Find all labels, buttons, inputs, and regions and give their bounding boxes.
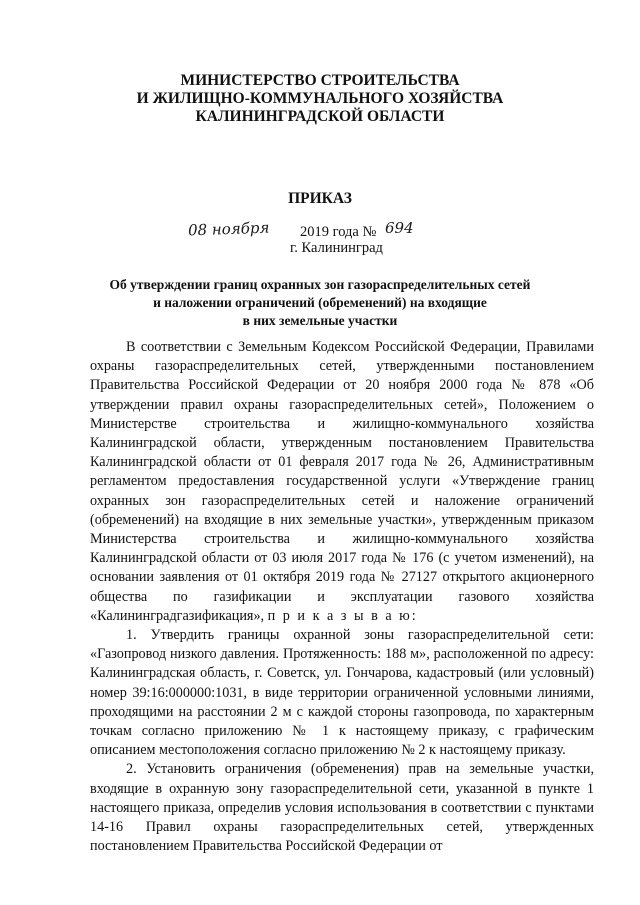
clause-1-paragraph: 1. Утвердить границы охранной зоны газораспределительной сети: «Газопровод низкого давления. Протяженность: 188 м», расположенной по адресу: Калининградская область, г. Советск, ул. Гончарова, кадастровый (или условный) номер 39:16:000000:1031, в виде территории ограниченной условными линиями, проходящими на расстоянии 2 м с каждой стороны газопровода, по характерным точкам согласно приложению № 1 к настоящему приказу, с графическим описанием местоположения согласно приложению № 2 к настоящему приказу. bbox=[90, 627, 594, 759]
ministry-header bbox=[0, 72, 640, 126]
city: г. Калининград bbox=[290, 240, 383, 256]
preamble-paragraph bbox=[90, 338, 594, 626]
ministry-line-2: И ЖИЛИЩНО-КОММУНАЛЬНОГО ХОЗЯЙСТВА bbox=[136, 90, 504, 107]
subject-line-2: и наложении ограничений (обременений) на входящие bbox=[153, 295, 487, 310]
clause-2-paragraph: 2. Установить ограничения (обременения) прав на земельные участки, входящие в охранную зону газораспределительной сети, указанной в пункте 1 настоящего приказа, определив условия использования в соответствии с пунктами 14-16 Правил охраны газораспределительных сетей, утвержденных постановлением Правительства Российской Федерации от bbox=[90, 761, 594, 855]
document-type: ПРИКАЗ bbox=[288, 190, 352, 207]
subject-line-3: в них земельные участки bbox=[242, 313, 398, 328]
ministry-line-3: КАЛИНИНГРАДСКОЙ ОБЛАСТИ bbox=[195, 108, 445, 125]
order-subject bbox=[90, 276, 550, 330]
order-word: п р и к а з ы в а ю: bbox=[267, 607, 418, 624]
order-body bbox=[90, 338, 594, 856]
handwritten-number: 694 bbox=[385, 219, 414, 237]
year-number-label: 2019 года № bbox=[300, 224, 377, 240]
handwritten-date: 08 ноября bbox=[187, 218, 270, 240]
date-number-line bbox=[0, 220, 640, 260]
subject-line-1: Об утверждении границ охранных зон газораспределительных сетей bbox=[109, 277, 531, 292]
preamble-text: В соответствии с Земельным Кодексом Российской Федерации, Правилами охраны газораспределительных сетей, утвержденными постановлением Правительства Российской Федерации от 20 ноября 2000 года № 878 «Об утверждении правил охраны газораспределительных сетей», Положением о Министерстве строительства и жилищно-коммунального хозяйства Калининградской области, утвержденным постановлением Правительства Калининградской области от 01 февраля 2017 года № 26, Административным регламентом предоставления государственной услуги «Утверждение границ охранных зон газораспределительных сетей и наложение ограничений (обременений) на входящие в них земельные участки», утвержденным приказом Министерства строительства и жилищно-коммунального хозяйства Калининградской области от 03 июля 2017 года № 176 (с учетом изменений), на основании заявления от 01 октября 2019 года № 27127 открытого акционерного общества по газификации и эксплуатации газового хозяйства «Калининградгазификация», bbox=[90, 339, 594, 624]
ministry-line-1: МИНИСТЕРСТВО СТРОИТЕЛЬСТВА bbox=[180, 72, 460, 89]
